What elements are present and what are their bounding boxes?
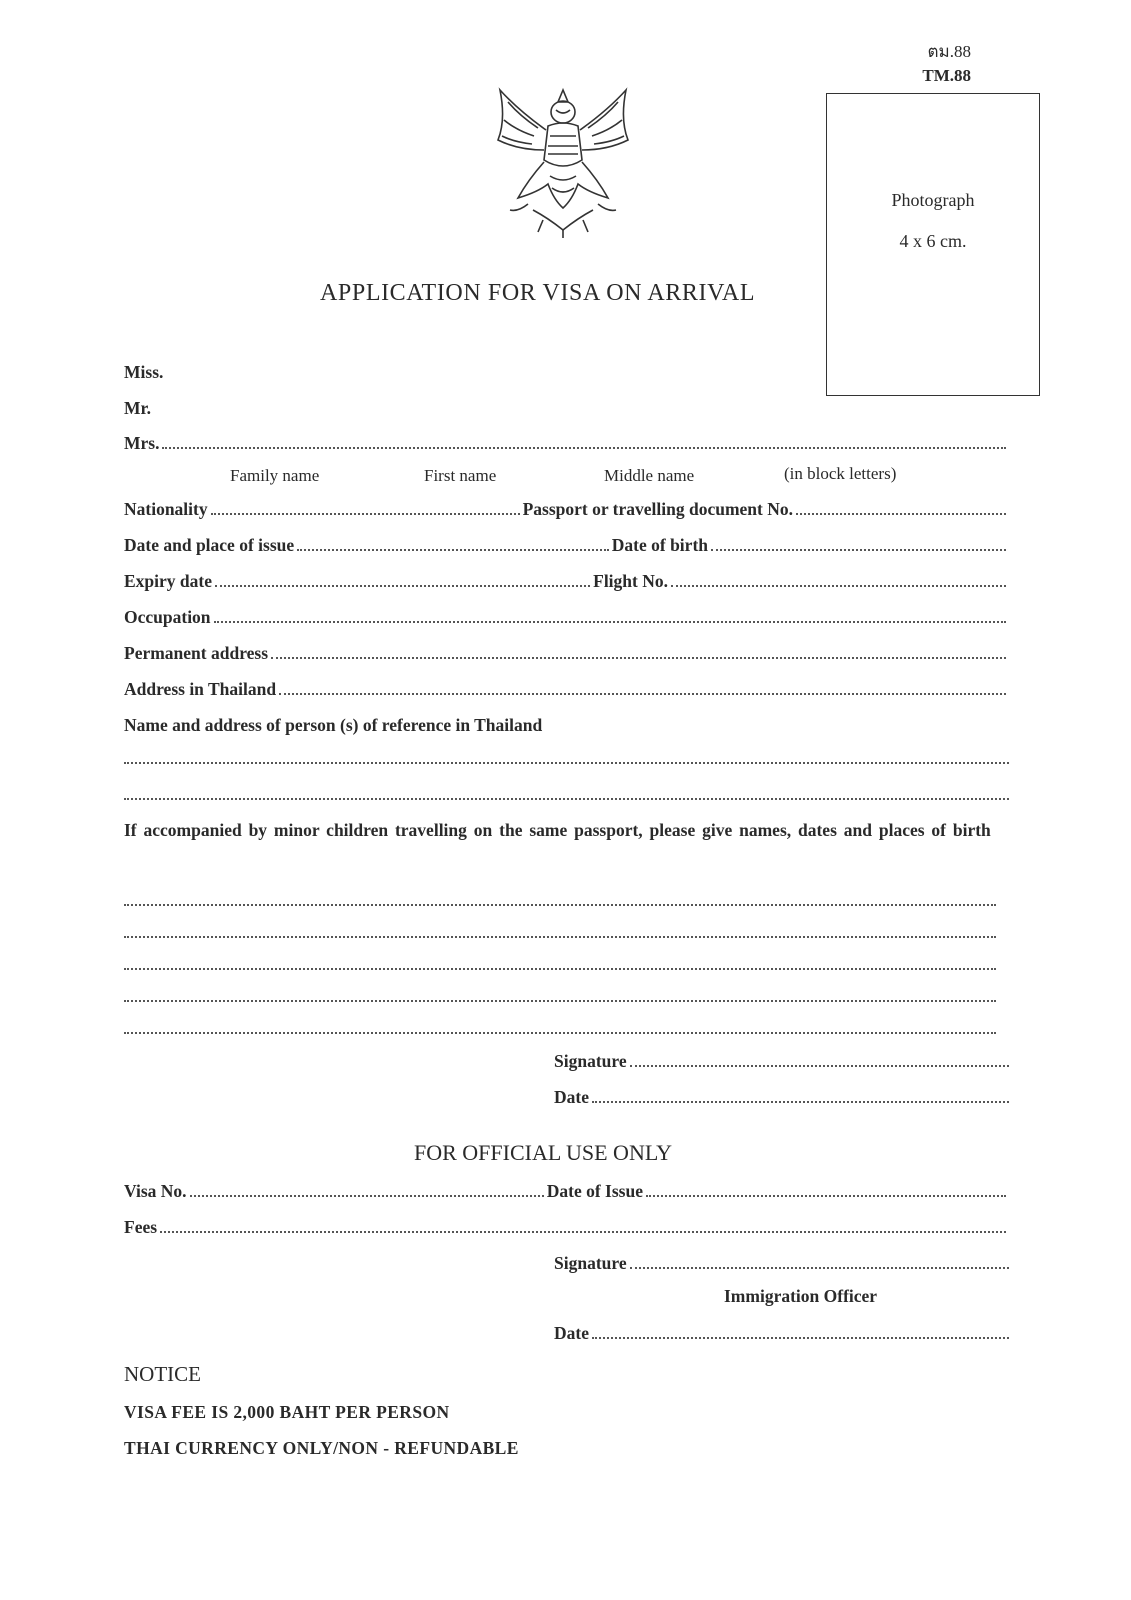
children-line-5[interactable]	[124, 1032, 996, 1034]
address-thailand-row	[124, 674, 1009, 700]
issue-dob-row	[124, 530, 1009, 556]
form-code-thai: ตม.88	[927, 42, 971, 61]
sublabel-family-name: Family name	[230, 466, 320, 485]
photo-label: Photograph	[891, 190, 975, 210]
garuda-emblem-icon	[488, 80, 638, 240]
permanent-address-label: Permanent address	[124, 643, 269, 663]
photo-size: 4 x 6 cm.	[899, 231, 967, 251]
name-field[interactable]	[124, 428, 1009, 454]
applicant-date-row[interactable]	[554, 1082, 1009, 1108]
permanent-address-row	[124, 638, 1009, 664]
title-mr: Mr.	[124, 398, 152, 418]
date-of-birth-label: Date of birth	[611, 535, 708, 555]
sublabel-first-name: First name	[424, 466, 497, 485]
officer-date-row[interactable]	[554, 1318, 1009, 1344]
flight-no-field[interactable]	[671, 584, 1006, 587]
reference-line-1[interactable]	[124, 762, 1009, 764]
photo-box	[826, 93, 1040, 396]
applicant-date-label: Date	[554, 1087, 589, 1107]
children-line-1[interactable]	[124, 904, 996, 906]
officer-signature-row[interactable]	[554, 1248, 1009, 1274]
sublabel-block-letters: (in block letters)	[784, 464, 897, 483]
visa-no-field[interactable]	[190, 1194, 544, 1197]
notice-line-1: VISA FEE IS 2,000 BAHT PER PERSON	[124, 1402, 450, 1422]
fees-field[interactable]	[160, 1230, 1006, 1233]
applicant-signature-label: Signature	[554, 1051, 627, 1071]
occupation-field[interactable]	[214, 620, 1006, 623]
nationality-passport-row	[124, 494, 1009, 520]
title-miss: Miss.	[124, 362, 164, 382]
notice-line-2: THAI CURRENCY ONLY/NON - REFUNDABLE	[124, 1438, 519, 1458]
passport-field[interactable]	[796, 512, 1006, 515]
date-place-issue-label: Date and place of issue	[124, 535, 295, 555]
reference-line-2[interactable]	[124, 798, 1009, 800]
reference-person-row	[124, 710, 1009, 736]
date-of-issue-label: Date of Issue	[546, 1181, 643, 1201]
occupation-row	[124, 602, 1009, 628]
date-place-issue-field[interactable]	[297, 548, 609, 551]
expiry-flight-row	[124, 566, 1009, 592]
immigration-officer-label: Immigration Officer	[724, 1286, 878, 1306]
form-code-latin: TM.88	[922, 66, 971, 85]
children-line-4[interactable]	[124, 1000, 996, 1002]
children-line-2[interactable]	[124, 936, 996, 938]
expiry-date-field[interactable]	[215, 584, 590, 587]
date-of-issue-field[interactable]	[646, 1194, 1006, 1197]
officer-signature-label: Signature	[554, 1253, 627, 1273]
page-title: APPLICATION FOR VISA ON ARRIVAL	[320, 280, 756, 306]
fees-label: Fees	[124, 1217, 158, 1237]
title-mrs: Mrs.	[124, 433, 160, 453]
children-line-3[interactable]	[124, 968, 996, 970]
nationality-label: Nationality	[124, 499, 208, 519]
passport-label: Passport or travelling document No.	[522, 499, 793, 519]
visa-no-label: Visa No.	[124, 1181, 187, 1201]
official-use-heading: FOR OFFICIAL USE ONLY	[414, 1140, 672, 1165]
sublabel-middle-name: Middle name	[604, 466, 695, 485]
date-of-birth-field[interactable]	[711, 548, 1006, 551]
notice-heading: NOTICE	[124, 1362, 201, 1386]
fees-row	[124, 1212, 1009, 1238]
address-thailand-label: Address in Thailand	[124, 679, 277, 699]
occupation-label: Occupation	[124, 607, 211, 627]
visa-no-row	[124, 1176, 1009, 1202]
expiry-date-label: Expiry date	[124, 571, 212, 591]
flight-no-label: Flight No.	[593, 571, 668, 591]
nationality-field[interactable]	[211, 512, 520, 515]
permanent-address-field[interactable]	[271, 656, 1006, 659]
minor-children-text: If accompanied by minor children travelling on the same passport, please give names, dates and places of birth	[124, 820, 991, 840]
officer-date-label: Date	[554, 1323, 589, 1343]
address-thailand-field[interactable]	[279, 692, 1006, 695]
reference-person-label: Name and address of person (s) of reference in Thailand	[124, 715, 543, 735]
applicant-signature-row[interactable]	[554, 1046, 1009, 1072]
